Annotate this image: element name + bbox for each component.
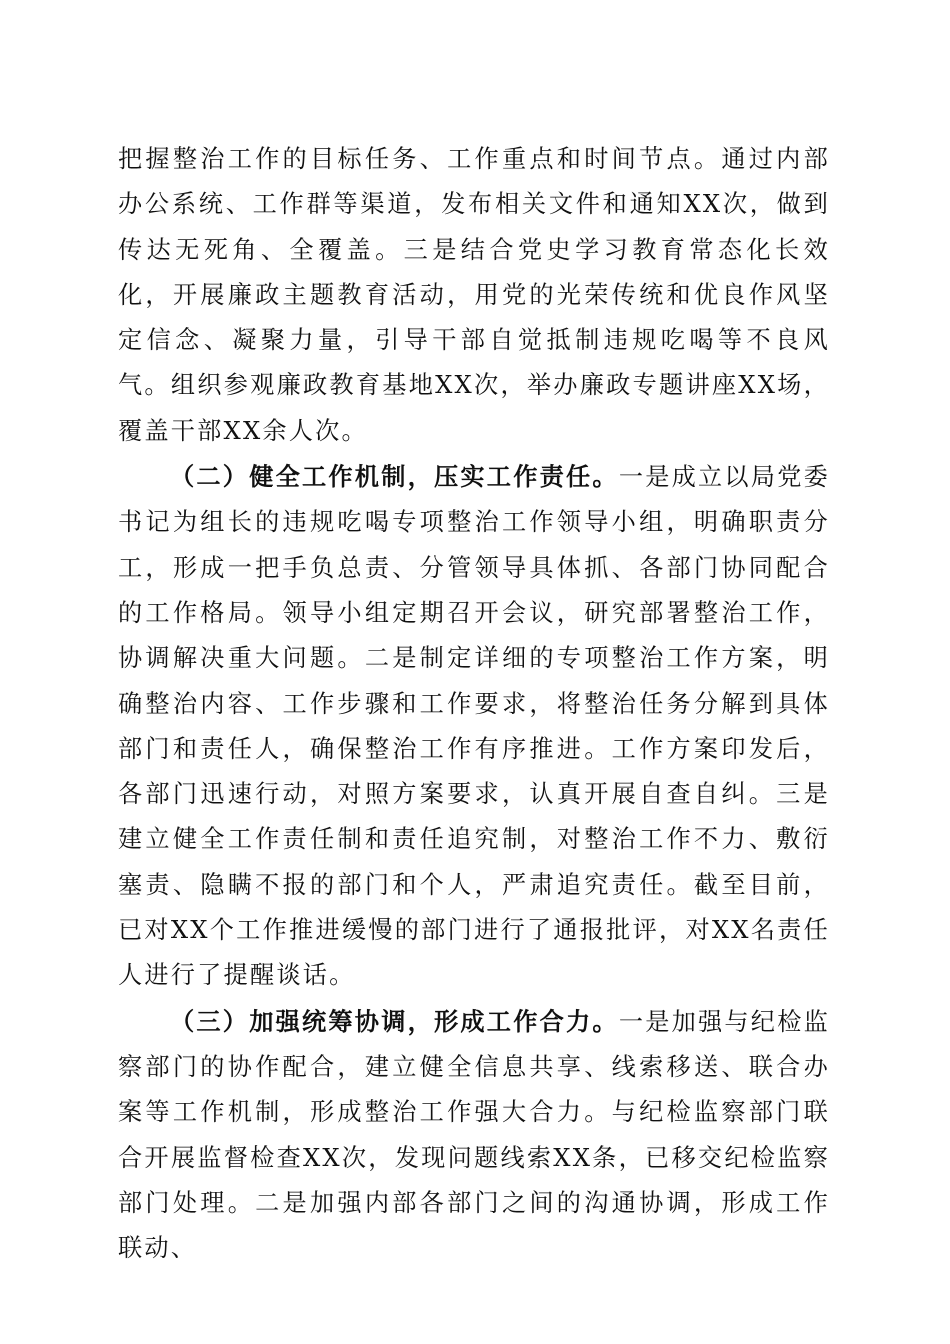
section-heading: （二）健全工作机制，压实工作责任。 <box>170 462 619 492</box>
paragraph-section-3 <box>118 999 830 1272</box>
paragraph-text: 一是加强与纪检监察部门的协作配合，建立健全信息共享、线索移送、联合办案等工作机制，形成整治工作强大合力。与纪检监察部门联合开展监督检查XX次，发现问题线索XX条，已移交纪检监察部门处理。二是加强内部各部门之间的沟通协调，形成工作联动、 <box>118 1007 830 1263</box>
paragraph-text: 一是成立以局党委书记为组长的违规吃喝专项整治工作领导小组，明确职责分工，形成一把手负总责、分管领导具体抓、各部门协同配合的工作格局。领导小组定期召开会议，研究部署整治工作，协调解决重大问题。二是制定详细的专项整治工作方案，明确整治内容、工作步骤和工作要求，将整治任务分解到具体部门和责任人，确保整治工作有序推进。工作方案印发后，各部门迅速行动，对照方案要求，认真开展自查自纠。三是建立健全工作责任制和责任追究制，对整治工作不力、敷衍塞责、隐瞒不报的部门和个人，严肃追究责任。截至目前，已对XX个工作推进缓慢的部门进行了通报批评，对XX名责任人进行了提醒谈话。 <box>118 463 830 990</box>
paragraph-continuation <box>118 137 830 454</box>
body-text <box>118 137 830 1271</box>
paragraph-text: 把握整治工作的目标任务、工作重点和时间节点。通过内部办公系统、工作群等渠道，发布相关文件和通知XX次，做到传达无死角、全覆盖。三是结合党史学习教育常态化长效化，开展廉政主题教育活动，用党的光荣传统和优良作风坚定信念、凝聚力量，引导干部自觉抵制违规吃喝等不良风气。组织参观廉政教育基地XX次，举办廉政专题讲座XX场，覆盖干部XX余人次。 <box>118 145 830 445</box>
paragraph-section-2 <box>118 454 830 999</box>
section-heading: （三）加强统筹协调，形成工作合力。 <box>170 1006 619 1036</box>
